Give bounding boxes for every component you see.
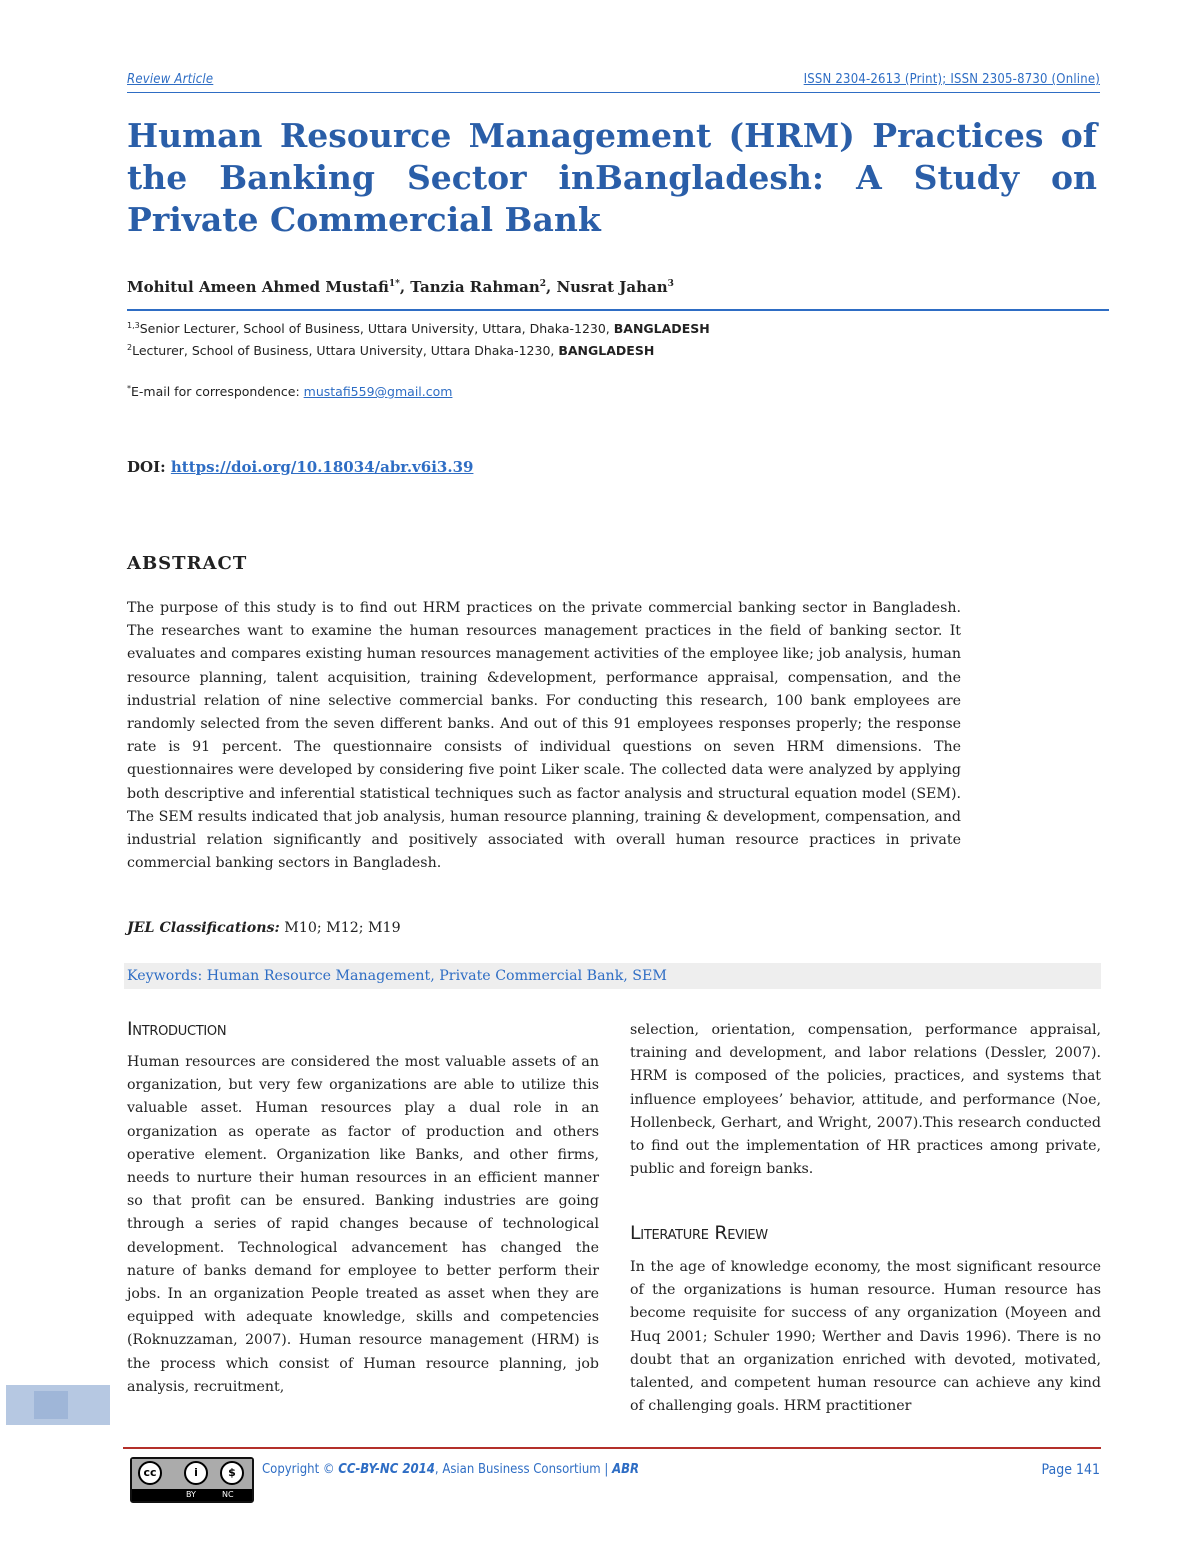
jel-value: M10; M12; M19	[279, 920, 401, 936]
copyright-prefix: Copyright ©	[262, 1462, 339, 1477]
jel-label: JEL Classifications:	[127, 920, 280, 936]
affiliation-1-country: BANGLADESH	[613, 321, 710, 337]
noncommercial-icon: $	[220, 1461, 244, 1485]
affiliation-2-text: Lecturer, School of Business, Uttara University, Uttara Dhaka-1230,	[132, 343, 559, 359]
introduction-right-column: selection, orientation, compensation, performance appraisal, training and development, and labor relations (Dessler, 2007). HRM is composed of the policies, practices, and systems that influence employees’ behavior, attitude, and performance (Noe, Hollenbeck, Gerhart, and Wright, 2007).This research conducted to find out the implementation of HR practices among private, public and foreign banks.	[630, 1022, 1101, 1178]
author-2-sup: 2	[539, 279, 546, 289]
attribution-icon: i	[184, 1461, 208, 1485]
page-number: Page 141	[1041, 1462, 1100, 1478]
cc-icon: cc	[138, 1461, 162, 1485]
affiliation-1	[127, 321, 710, 336]
doi	[127, 458, 473, 476]
affiliation-2-country: BANGLADESH	[558, 343, 655, 359]
affiliation-2-sup: 2	[127, 343, 133, 352]
cc-nc-label: NC	[222, 1490, 234, 1499]
introduction-heading: Introduction	[127, 1018, 227, 1040]
abstract-heading: ABSTRACT	[127, 553, 248, 574]
author-3: , Nusrat Jahan	[546, 278, 668, 296]
affiliation-1-sup: 1,3	[127, 321, 140, 330]
license-name: CC-BY-NC 2014	[338, 1462, 435, 1477]
doi-link[interactable]: https://doi.org/10.18034/abr.v6i3.39	[170, 458, 474, 476]
correspondence-sup: *	[127, 384, 131, 393]
issn: ISSN 2304-2613 (Print); ISSN 2305-8730 (Online)	[803, 72, 1100, 87]
author-1: Mohitul Ameen Ahmed Mustafi	[127, 278, 389, 296]
paper-title: Human Resource Management (HRM) Practices of the Banking Sector inBangladesh: A Study on Private Commercial Bank	[127, 116, 1097, 239]
abstract-body: The purpose of this study is to find out HRM practices on the private commercial banking sector in Bangladesh. The researches want to examine the human resources management practices in the field of banking sector. It evaluates and compares existing human resources management activities of the employee like; job analysis, human resource planning, talent acquisition, training &development, performance appraisal, compensation, and the industrial relation of nine selective commercial banks. For conducting this research, 100 bank employees are randomly selected from the seven different banks. And out of this 91 employees responses properly; the response rate is 91 percent. The questionnaire consists of individual questions on seven HRM dimensions. The questionnaires were developed by considering five point Liker scale. The collected data were analyzed by applying both descriptive and inferential statistical techniques such as factor analysis and structural equation model (SEM). The SEM results indicated that job analysis, human resource planning, training & development, compensation, and industrial relation significantly and positively associated with overall human resource practices in private commercial banking sectors in Bangladesh.	[127, 600, 961, 872]
author-list	[127, 278, 674, 296]
journal-abbrev: ABR	[612, 1462, 640, 1477]
keywords-bar: Keywords: Human Resource Management, Private Commercial Bank, SEM	[124, 963, 1101, 989]
page-margin-tab	[6, 1385, 110, 1425]
author-1-sup: 1*	[388, 279, 400, 289]
doi-label: DOI:	[127, 458, 171, 476]
literature-review-heading: Literature Review	[630, 1222, 768, 1244]
article-type: Review Article	[127, 72, 214, 87]
copyright-suffix: , Asian Business Consortium |	[434, 1462, 613, 1477]
copyright-notice	[262, 1462, 639, 1477]
header-rule	[127, 92, 1100, 93]
affiliation-1-text: Senior Lecturer, School of Business, Uttara University, Uttara, Dhaka-1230,	[139, 321, 614, 337]
correspondence	[127, 384, 452, 399]
email-link[interactable]: mustafi559@gmail.com	[303, 384, 453, 400]
author-3-sup: 3	[667, 279, 674, 289]
cc-license-badge	[130, 1457, 254, 1503]
footer-rule	[123, 1447, 1101, 1449]
jel-classifications	[127, 920, 401, 936]
correspondence-label: E-mail for correspondence:	[131, 384, 304, 400]
introduction-left-column: Human resources are considered the most valuable assets of an organization, but very few organizations are able to utilize this valuable asset. Human resources play a dual role in an organization as operate as factor of production and others operative element. Organization like Banks, and other firms, needs to nurture their human resources in an efficient manner so that profit can be ensured. Banking industries are going through a series of rapid changes because of technological development. Technological advancement has changed the nature of banks demand for employee to better perform their jobs. In an organization People treated as asset when they are equipped with adequate knowledge, skills and competencies (Roknuzzaman, 2007). Human resource management (HRM) is the process which consist of Human resource planning, job analysis, recruitment,	[127, 1054, 599, 1395]
author-2: , Tanzia Rahman	[399, 278, 540, 296]
literature-review-text: In the age of knowledge economy, the most significant resource of the organizations is human resource. Human resource has become requisite for success of any organization (Moyeen and Huq 2001; Schuler 1990; Werther and Davis 1996). There is no doubt that an organization enriched with devoted, motivated, talented, and competent human resource can achieve any kind of challenging goals. HRM practitioner	[630, 1259, 1101, 1415]
author-rule	[127, 309, 1109, 311]
affiliation-2	[127, 343, 654, 358]
cc-by-label: BY	[186, 1490, 196, 1499]
